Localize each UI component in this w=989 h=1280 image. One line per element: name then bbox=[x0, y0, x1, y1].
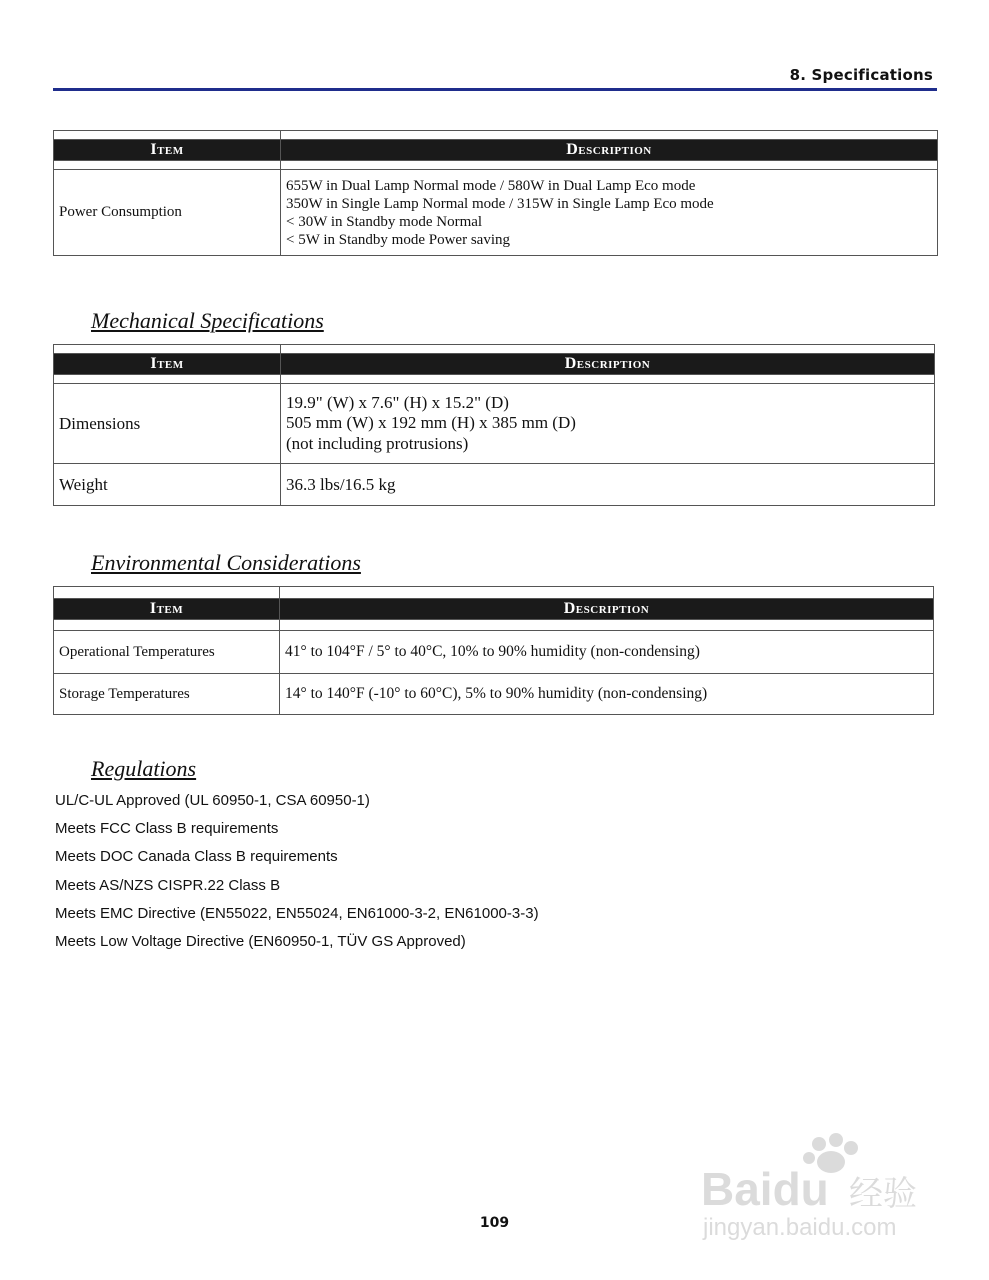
regulation-item: Meets FCC Class B requirements bbox=[55, 820, 279, 838]
power-description bbox=[281, 170, 938, 256]
regulation-item: Meets AS/NZS CISPR.22 Class B bbox=[55, 876, 281, 894]
dimensions-description bbox=[281, 384, 935, 464]
environmental-table bbox=[53, 586, 934, 715]
section-title-mechanical: Mechanical Specifications bbox=[91, 308, 324, 333]
watermark-brand-text: Baidu bbox=[701, 1163, 829, 1215]
dimensions-line: 505 mm (W) x 192 mm (H) x 385 mm (D) bbox=[286, 413, 576, 433]
watermark-brand-cn-text: 经验 bbox=[849, 1174, 917, 1214]
col-header-item: Item bbox=[54, 354, 281, 375]
regulation-item: UL/C-UL Approved (UL 60950-1, CSA 60950-1) bbox=[55, 792, 370, 809]
watermark-url-text: jingyan.baidu.com bbox=[703, 1214, 897, 1241]
weight-value: 36.3 lbs/16.5 kg bbox=[281, 464, 935, 506]
dimensions-line: 19.9" (W) x 7.6" (H) x 15.2" (D) bbox=[286, 392, 509, 412]
regulations-list bbox=[55, 790, 539, 959]
col-header-item: Item bbox=[54, 599, 280, 620]
header-rule bbox=[53, 88, 937, 91]
dimensions-line: (not including protrusions) bbox=[286, 433, 469, 453]
regulation-item: Meets DOC Canada Class B requirements bbox=[55, 848, 338, 866]
power-item: Power Consumption bbox=[54, 170, 281, 256]
col-header-item: Item bbox=[54, 140, 281, 161]
col-header-description: Description bbox=[280, 599, 934, 620]
page-number: 109 bbox=[479, 1215, 510, 1231]
dimensions-item: Dimensions bbox=[54, 384, 281, 464]
operational-temp-item: Operational Temperatures bbox=[54, 631, 280, 674]
storage-temp-item: Storage Temperatures bbox=[54, 674, 280, 715]
storage-temp-value: 14° to 140°F (-10° to 60°C), 5% to 90% humidity (non-condensing) bbox=[280, 674, 934, 715]
regulation-item: Meets Low Voltage Directive (EN60950-1, TÜV GS Approved) bbox=[55, 932, 466, 950]
operational-temp-value: 41° to 104°F / 5° to 40°C, 10% to 90% humidity (non-condensing) bbox=[280, 631, 934, 674]
col-header-description: Description bbox=[281, 140, 938, 161]
col-header-description: Description bbox=[281, 354, 935, 375]
mechanical-table bbox=[53, 344, 935, 506]
power-line: < 5W in Standby mode Power saving bbox=[286, 231, 510, 248]
chapter-title: 8. Specifications bbox=[789, 66, 933, 84]
weight-item: Weight bbox=[54, 464, 281, 506]
section-title-regulations: Regulations bbox=[91, 756, 197, 781]
section-title-environmental: Environmental Considerations bbox=[91, 550, 361, 575]
power-line: 350W in Single Lamp Normal mode / 315W in Single Lamp Eco mode bbox=[286, 195, 714, 212]
power-line: < 30W in Standby mode Normal bbox=[286, 213, 483, 230]
regulation-item: Meets EMC Directive (EN55022, EN55024, EN61000-3-2, EN61000-3-3) bbox=[55, 904, 539, 922]
power-line: 655W in Dual Lamp Normal mode / 580W in Dual Lamp Eco mode bbox=[286, 177, 696, 194]
power-table bbox=[53, 130, 938, 256]
